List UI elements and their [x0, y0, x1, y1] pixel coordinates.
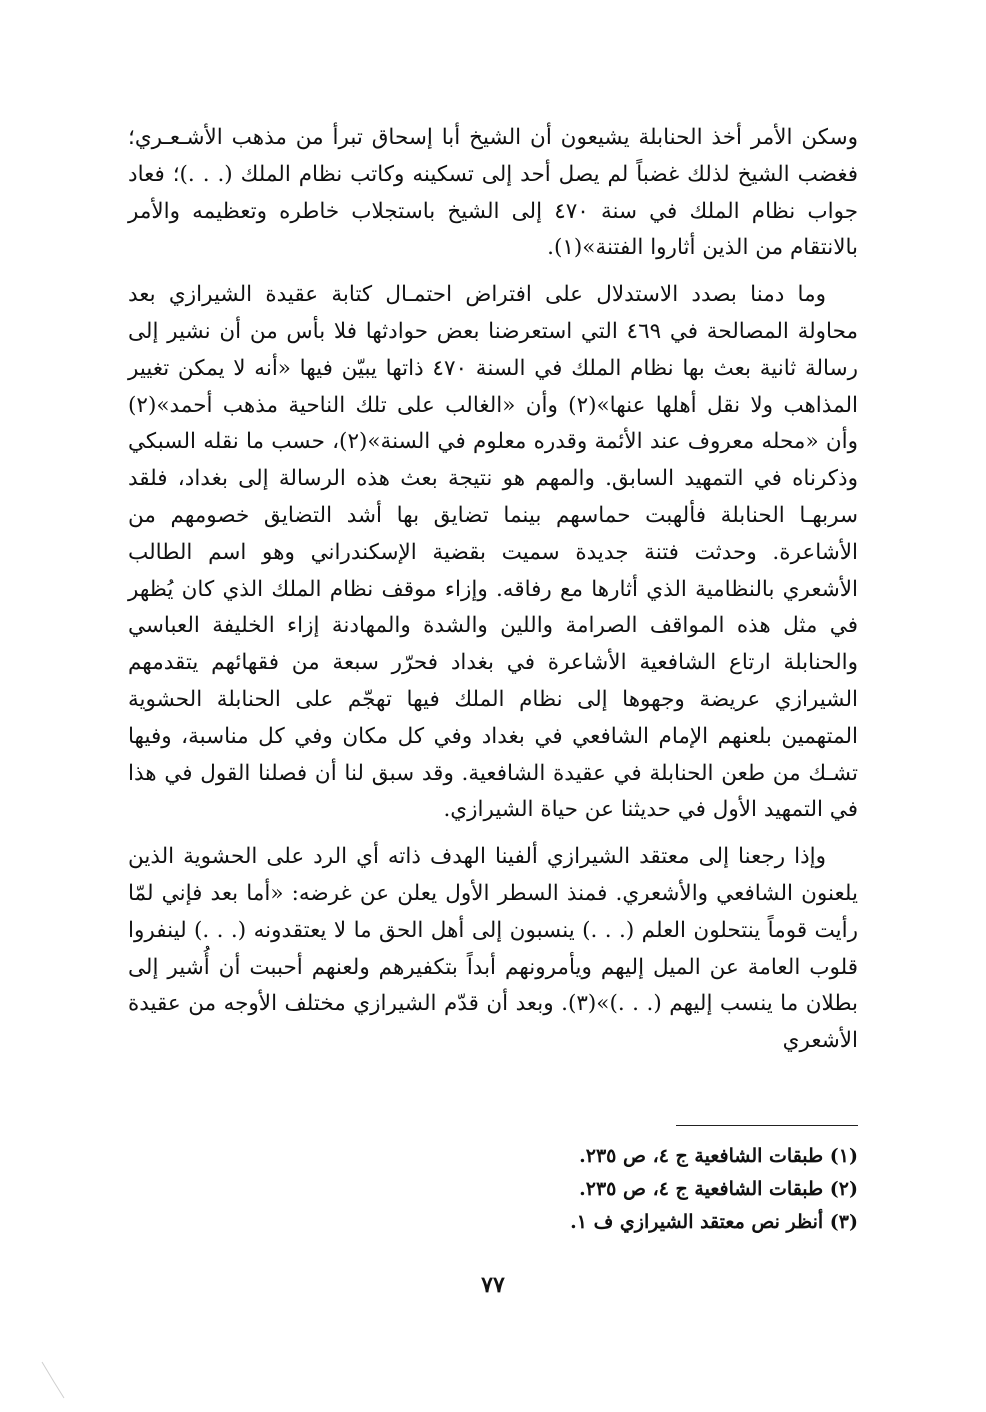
body-text [128, 120, 858, 1060]
paragraph-3: وإذا رجعنا إلى معتقد الشيرازي ألفينا الهدف ذاته أي الرد على الحشوية الذين يلعنون الشافعي والأشعري. فمنذ السطر الأول يعلن عن غرضه: «أما بعد فإني لمّا رأيت قوماً ينتحلون العلم (. . .) ينسبون إلى أهل الحق ما لا يعتقدونه (. . .) لينفروا قلوب العامة عن الميل إليهم ويأمرونهم أبداً بتكفيرهم ولعنهم أحببت أن أُشير إلى بطلان ما ينسب إليهم (. . .)»(٣). وبعد أن قدّم الشيرازي مختلف الأوجه من عقيدة الأشعري [128, 844, 858, 1054]
paragraph-1: وسكن الأمر أخذ الحنابلة يشيعون أن الشيخ أبا إسحاق تبرأ من مذهب الأشـعـري؛ فغضب الشيخ لذلك غضباً لم يصل أحد إلى تسكينه وكاتب نظام الملك (. . .)؛ فعاد جواب نظام الملك في سنة ٤٧٠ إلى الشيخ باستجلاب خاطره وتعظيمه والأمر بالانتقام من الذين أثاروا الفتنة»(١). [128, 125, 859, 261]
paragraph-2: وما دمنا بصدد الاستدلال على افتراض احتمـال كتابة عقيدة الشيرازي بعد محاولة المصالحة في ٤٦٩ التي استعرضنا بعض حوادثها فلا بأس من أن نشير إلى رسالة ثانية بعث بها نظام الملك في السنة ٤٧٠ ذاتها يبيّن فيها «أنه لا يمكن تغيير المذاهب ولا نقل أهلها عنها»(٢) وأن «الغالب على تلك الناحية مذهب أحمد»(٢) وأن «محله معروف عند الأئمة وقدره معلوم في السنة»(٢)، حسب ما نقله السبكي وذكرناه في التمهيد السابق. والمهم هو نتيجة بعث هذه الرسالة إلى بغداد، فلقد سربهـا الحنابلة فألهبت حماسهم بينما تضايق بها أشد التضايق خصومهم من الأشاعرة. وحدثت فتنة جديدة سميت بقضية الإسكندراني وهو اسم الطالب الأشعري بالنظامية الذي أثارها مع رفاقه. وإزاء موقف نظام الملك الذي كان يُظهر في مثل هذه المواقف الصرامة واللين والشدة والمهادنة إزاء الخليفة العباسي والحنابلة ارتاع الشافعية الأشاعرة في بغداد فحرّر سبعة من فقهائهم يتقدمهم الشيرازي عريضة وجهوها إلى نظام الملك فيها تهجّم على الحنابلة الحشوية المتهمين بلعنهم الإمام الشافعي في بغداد وفي كل مكان وفي كل مناسبة، وفيها تشـك من طعن الحنابلة في عقيدة الشافعية. وقد سبق لنا أن فصلنا القول في هذا في التمهيد الأول في حديثنا عن حياة الشيرازي. [128, 282, 858, 823]
footnote-1: (١) طبقات الشافعية ج ٤، ص ٢٣٥. [579, 1145, 858, 1167]
footnote-separator [676, 1125, 858, 1126]
scan-artifact-mark [40, 1360, 70, 1400]
footnote-3: (٣) أنظر نص معتقد الشيرازي ف ١. [570, 1211, 858, 1233]
page-number: ٧٧ [481, 1272, 505, 1298]
footnote-2: (٢) طبقات الشافعية ج ٤، ص ٢٣٥. [579, 1178, 858, 1200]
footnotes [520, 1140, 858, 1239]
